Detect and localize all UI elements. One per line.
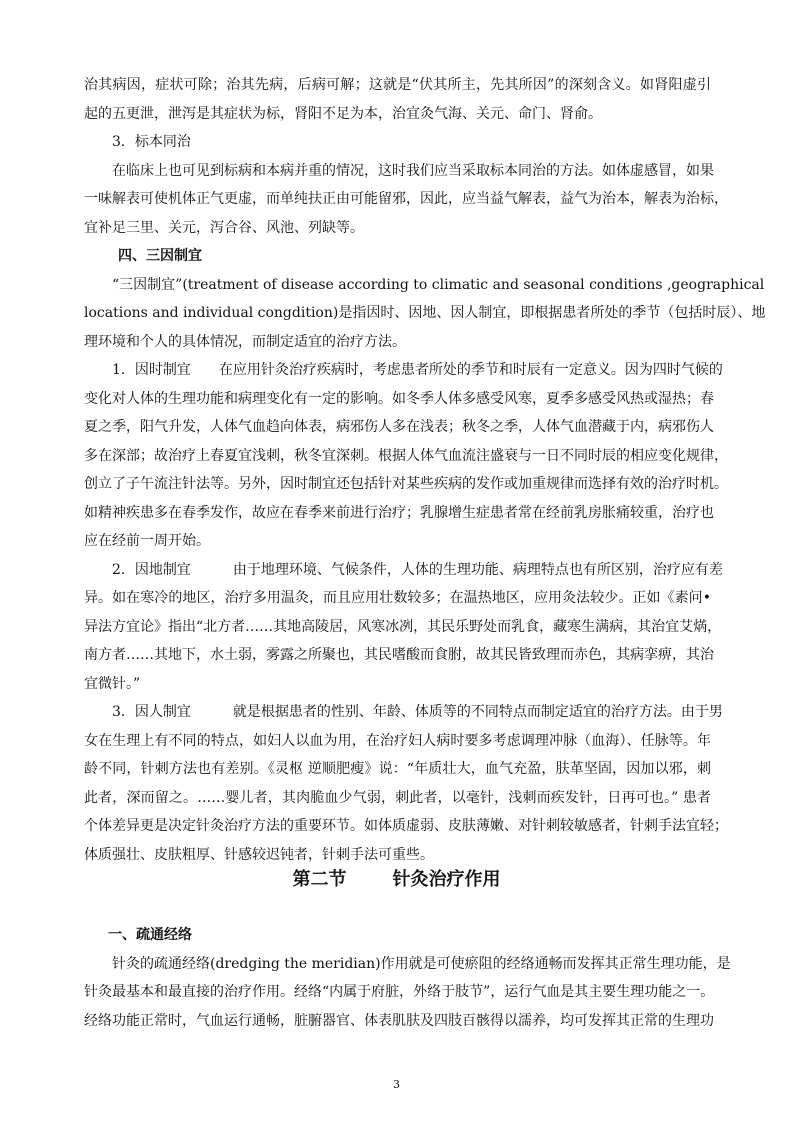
text-line: 女在生理上有不同的特点，如妇人以血为用，在治疗妇人病时要多考虑调理冲脉（血海）、任脉等。年 [84,732,711,749]
section-heading: 一、疏通经络 [108,927,192,943]
text-line: 宜补足三里、关元，泻合谷、风池、列缺等。 [84,219,364,236]
paragraph [84,698,728,869]
text-line: locations and individual congdition)是指因时、因地、因人制宜，即根据患者所处的季节（包括时辰）、地 [84,305,766,321]
text-line: 个体差异更是决定针灸治疗方法的重要环节。如体质虚弱、皮肤薄嫩、对针刺较敏感者，针刺手法宜轻； [84,818,728,834]
text-line: 夏之季，阳气升发，人体气血趋向体表，病邪伤人多在浅表；秋冬之季，人体气血潜藏于内，病邪伤人 [84,419,714,435]
text-line: 针灸最基本和最直接的治疗作用。经络“内属于府脏，外络于肢节”，运行气血是其主要生理功能之一。 [84,984,715,1000]
text-line: 应在经前一周开始。 [84,533,210,549]
text-line: 异。如在寒冷的地区，治疗多用温灸，而且应用壮数较多；在温热地区，应用灸法较少。正如《素问• [84,590,711,606]
section-number: 第二节 [292,869,347,890]
section-body [84,921,731,1035]
text-line: 针灸的疏通经络(dredging the meridian)作用就是可使瘀阻的经络通畅而发挥其正常生理功能，是 [112,955,731,972]
section-title [0,866,793,894]
paragraph [84,556,723,699]
text-line: 在临床上也可见到标病和本病并重的情况，这时我们应当采取标本同治的方法。如体虚感冒，如果 [112,162,714,179]
paragraph [84,950,731,1036]
text-line: 多在深部；故治疗上春夏宜浅刺，秋冬宜深刺。根据人体气血流注盛衰与一日不同时辰的相应变化规律， [84,447,728,464]
subheading: 3．标本同治 [112,134,191,150]
paragraph [84,271,766,357]
paragraph [84,157,728,243]
text-line: “三因制宜”(treatment of disease according to climatic and seasonal conditions ,geographical [112,276,765,293]
text-line: 如精神疾患多在春季发作，故应在春季来前进行治疗；乳腺增生症患者常在经前乳房胀痛较重，治疗也 [84,504,714,521]
text-line: 3．因人制宜 就是根据患者的性别、年龄、体质等的不同特点而制定适宜的治疗方法。由于男 [112,704,723,720]
text-line: 创立了子午流注针法等。另外，因时制宜还包括针对某些疾病的发作或加重规律而选择有效的治疗时机。 [84,476,728,492]
section-name: 针灸治疗作用 [392,869,501,890]
text-line: 异法方宜论》指出“北方者……其地高陵居，风寒冰冽，其民乐野处而乳食，藏寒生满病，其治宜艾焫， [84,618,722,635]
text-line: 理环境和个人的具体情况，而制定适宜的治疗方法。 [84,333,406,350]
text-line: 起的五更泄，泄泻是其症状为标，肾阳不足为本，治宜灸气海、关元、命门、肾俞。 [84,105,602,122]
text-line: 此者，深而留之。……婴儿者，其肉脆血少气弱，刺此者，以毫针，浅刺而疾发针，日再可也。” 患者 [84,789,711,806]
text-line: 一味解表可使机体正气更虚，而单纯扶正由可能留邪，因此，应当益气解表，益气为治本，解表为治标， [84,191,728,207]
text-line: 体质强壮、皮肤粗厚、针感较迟钝者，针刺手法可重些。 [84,846,434,863]
paragraph [84,356,728,556]
text-line: 1．因时制宜 在应用针灸治疗疾病时，考虑患者所处的季节和时辰有一定意义。因为四时气候的 [112,362,723,378]
text-line: 南方者……其地下，水土弱，雾露之所聚也，其民嗜酸而食胕，故其民皆致理而赤色，其病挛痹，其治 [84,647,714,663]
text-line: 宜微针。” [84,675,141,692]
section-heading: 四、三因制宜 [118,248,202,264]
paragraph [84,71,711,128]
text-line: 变化对人体的生理功能和病理变化有一定的影响。如冬季人体多感受风寒，夏季多感受风热或湿热；春 [84,390,714,407]
text-line: 经络功能正常时，气血运行通畅，脏腑器官、体表肌肤及四肢百骸得以濡养，均可发挥其正常的生理功 [84,1012,714,1029]
document-body [84,71,766,869]
text-line: 治其病因，症状可除；治其先病，后病可解；这就是“伏其所主，先其所因”的深刻含义。如肾阳虚引 [84,77,711,93]
page-number: 3 [393,1078,400,1091]
text-line: 龄不同，针刺方法也有差别。《灵枢 逆顺肥瘦》说：“年质壮大，血气充盈，肤革坚固，因加以邪，刺 [84,761,711,777]
text-line: 2．因地制宜 由于地理环境、气候条件，人体的生理功能、病理特点也有所区别，治疗应有差 [112,561,723,578]
